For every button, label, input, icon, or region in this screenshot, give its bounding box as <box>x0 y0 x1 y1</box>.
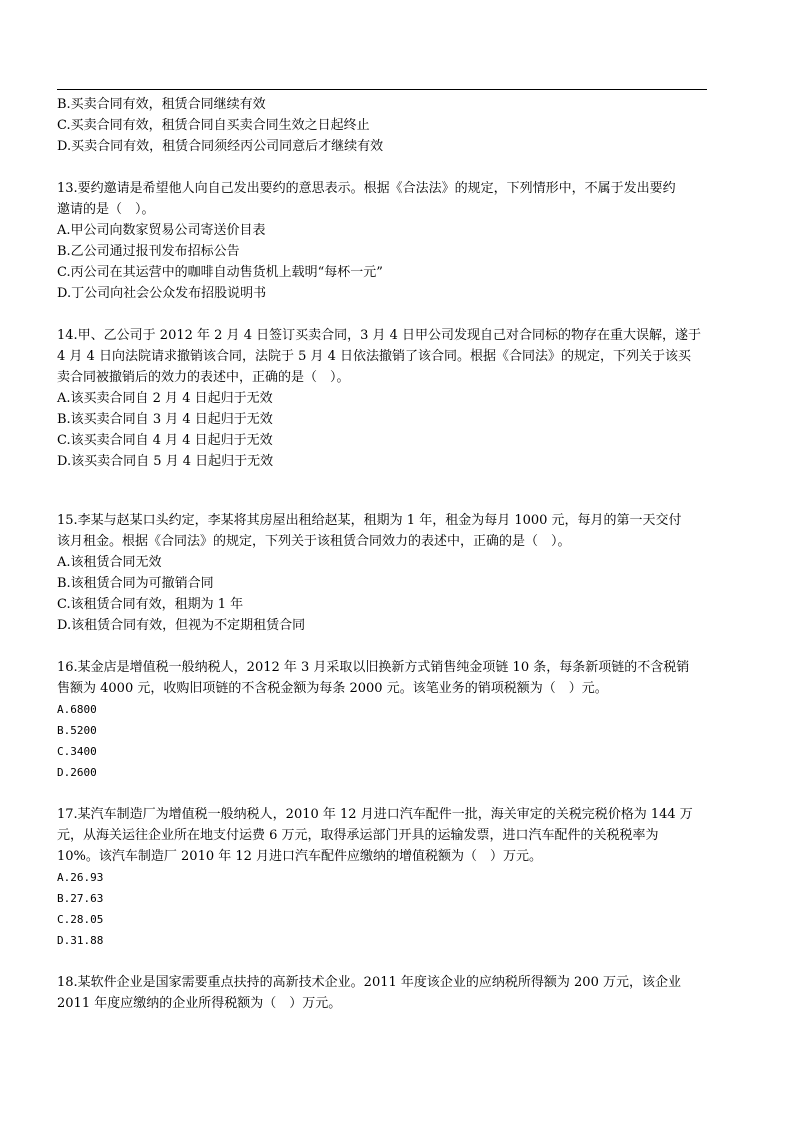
question-14 <box>57 325 727 472</box>
option-c: C.该租赁合同有效，租期为 1 年 <box>57 597 244 612</box>
question-stem-line: 10%。该汽车制造厂 2010 年 12 月进口汽车配件应缴纳的增值税额为（ ）万元。 <box>57 849 543 864</box>
question-stem-line: 13.要约邀请是希望他人向自己发出要约的意思表示。根据《合法法》的规定，下列情形中，不属于发出要约 <box>57 181 676 196</box>
question-stem-line: 17.某汽车制造厂为增值税一般纳税人，2010 年 12 月进口汽车配件一批，海关审定的关税完税价格为 144 万 <box>57 807 693 822</box>
question-stem-line: 邀请的是（ ）。 <box>57 202 155 217</box>
option-d: D.该买卖合同自 5 月 4 日起归于无效 <box>57 454 274 469</box>
question-stem-line: 2011 年度应缴纳的企业所得税额为（ ）万元。 <box>57 996 342 1011</box>
question-13 <box>57 178 727 304</box>
option-d: D.丁公司向社会公众发布招股说明书 <box>57 286 267 301</box>
exam-page-content <box>57 94 727 1035</box>
option-c: C.买卖合同有效，租赁合同自买卖合同生效之日起终止 <box>57 118 370 133</box>
option-a: A.6800 <box>57 703 97 716</box>
option-d: D.该租赁合同有效，但视为不定期租赁合同 <box>57 618 306 633</box>
option-b: B.该租赁合同为可撤销合同 <box>57 576 214 591</box>
question-stem-line: 16.某金店是增值税一般纳税人，2012 年 3 月采取以旧换新方式销售纯金项链 10 条，每条新项链的不含税销 <box>57 660 690 675</box>
question-15 <box>57 510 727 636</box>
question-stem-line: 18.某软件企业是国家需要重点扶持的高新技术企业。2011 年度该企业的应纳税所得额为 200 万元，该企业 <box>57 975 681 990</box>
question-stem-line: 15.李某与赵某口头约定，李某将其房屋出租给赵某，租期为 1 年，租金为每月 1000 元，每月的第一天交付 <box>57 513 682 528</box>
option-b: B.买卖合同有效，租赁合同继续有效 <box>57 97 266 112</box>
option-c: C.3400 <box>57 745 97 758</box>
option-a: A.26.93 <box>57 871 104 884</box>
question-18 <box>57 972 727 1014</box>
question-17 <box>57 804 727 951</box>
option-b: B.该买卖合同自 3 月 4 日起归于无效 <box>57 412 273 427</box>
option-d: D.31.88 <box>57 934 104 947</box>
option-c: C.该买卖合同自 4 月 4 日起归于无效 <box>57 433 273 448</box>
option-c: C.丙公司在其运营中的咖啡自动售货机上载明“每杯一元” <box>57 265 383 280</box>
option-b: B.5200 <box>57 724 97 737</box>
question-stem-line: 卖合同被撤销后的效力的表述中，正确的是（ ）。 <box>57 370 350 385</box>
option-c: C.28.05 <box>57 913 104 926</box>
option-a: A.该买卖合同自 2 月 4 日起归于无效 <box>57 391 273 406</box>
option-d: D.买卖合同有效，租赁合同须经丙公司同意后才继续有效 <box>57 139 384 154</box>
option-a: A.该租赁合同无效 <box>57 555 162 570</box>
option-a: A.甲公司向数家贸易公司寄送价目表 <box>57 223 266 238</box>
question-stem-line: 该月租金。根据《合同法》的规定，下列关于该租赁合同效力的表述中，正确的是（ ）。 <box>57 534 571 549</box>
question-stem-line: 售额为 4000 元，收购旧项链的不含税金额为每条 2000 元。该笔业务的销项税额为（ ）元。 <box>57 681 608 696</box>
question-stem-line: 元，从海关运往企业所在地支付运费 6 万元，取得承运部门开具的运输发票，进口汽车配件的关税税率为 <box>57 828 659 843</box>
question-stem-line: 14.甲、乙公司于 2012 年 2 月 4 日签订买卖合同，3 月 4 日甲公司发现自己对合同标的物存在重大误解，遂于 <box>57 328 702 343</box>
option-b: B.27.63 <box>57 892 104 905</box>
question-stem-line: 4 月 4 日向法院请求撤销该合同，法院于 5 月 4 日依法撤销了该合同。根据《合同法》的规定，下列关于该买 <box>57 349 692 364</box>
question-16 <box>57 657 727 783</box>
previous-question-options <box>57 94 727 157</box>
header-rule <box>57 89 707 90</box>
option-d: D.2600 <box>57 766 97 779</box>
option-b: B.乙公司通过报刊发布招标公告 <box>57 244 240 259</box>
